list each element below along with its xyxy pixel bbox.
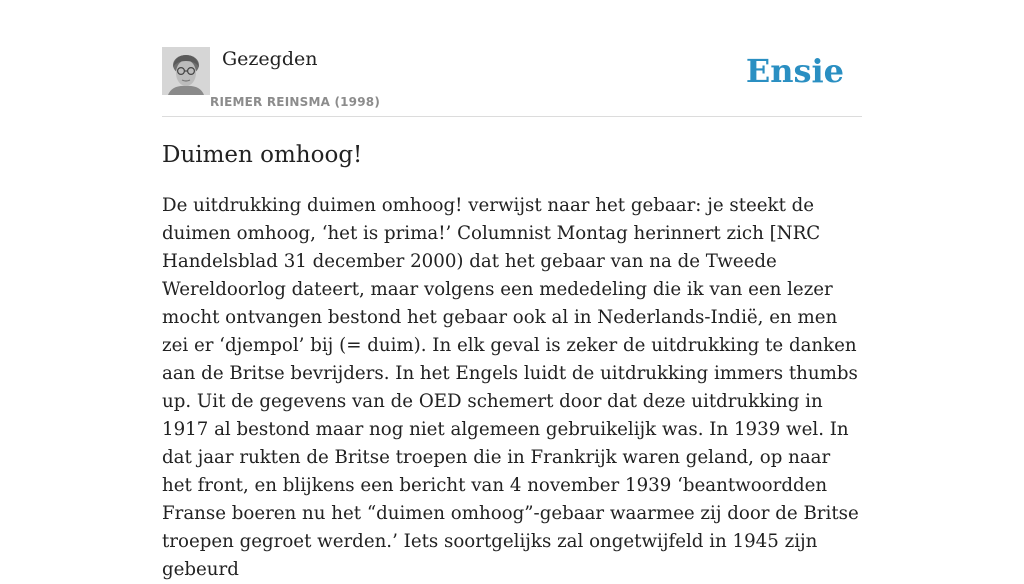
entry-title: Duimen omhoog!	[162, 142, 363, 168]
entry-body: De uitdrukking duimen omhoog! verwijst naar het gebaar: je steekt de duimen omhoog, ‘het is prima!’ Columnist Montag herinnert zich [NRC Handelsblad 31 december 2000) dat het gebaar van na de Tweede Wereldoorlog dateert, maar volgens een mededeling die ik van een lezer mocht ontvangen bestond het gebaar ook al in Nederlands-Indië, en men zei er ‘djempol’ bij (= duim). In elk geval is zeker de uitdrukking te danken aan de Britse bevrijders. In het Engels luidt de uitdrukking immers thumbs up. Uit de gegevens van de OED schemert door dat deze uitdrukking in 1917 al bestond maar nog niet algemeen gebruikelijk was. In 1939 wel. In dat jaar rukten de Britse troepen die in Frankrijk waren geland, op naar het front, en blijkens een bericht van 4 november 1939 ‘beantwoordden Franse boeren nu het “duimen omhoog”-gebaar waarmee zij door de Britse troepen gegroet werden.’ Iets soortgelijks zal ongetwijfeld in 1945 zijn gebeurd	[162, 195, 859, 580]
collection-title[interactable]: Gezegden	[222, 48, 318, 70]
ensie-logo[interactable]: Ensie	[745, 52, 844, 90]
header	[162, 46, 862, 117]
author-line[interactable]: RIEMER REINSMA (1998)	[210, 95, 381, 109]
author-portrait-icon[interactable]	[162, 47, 210, 95]
